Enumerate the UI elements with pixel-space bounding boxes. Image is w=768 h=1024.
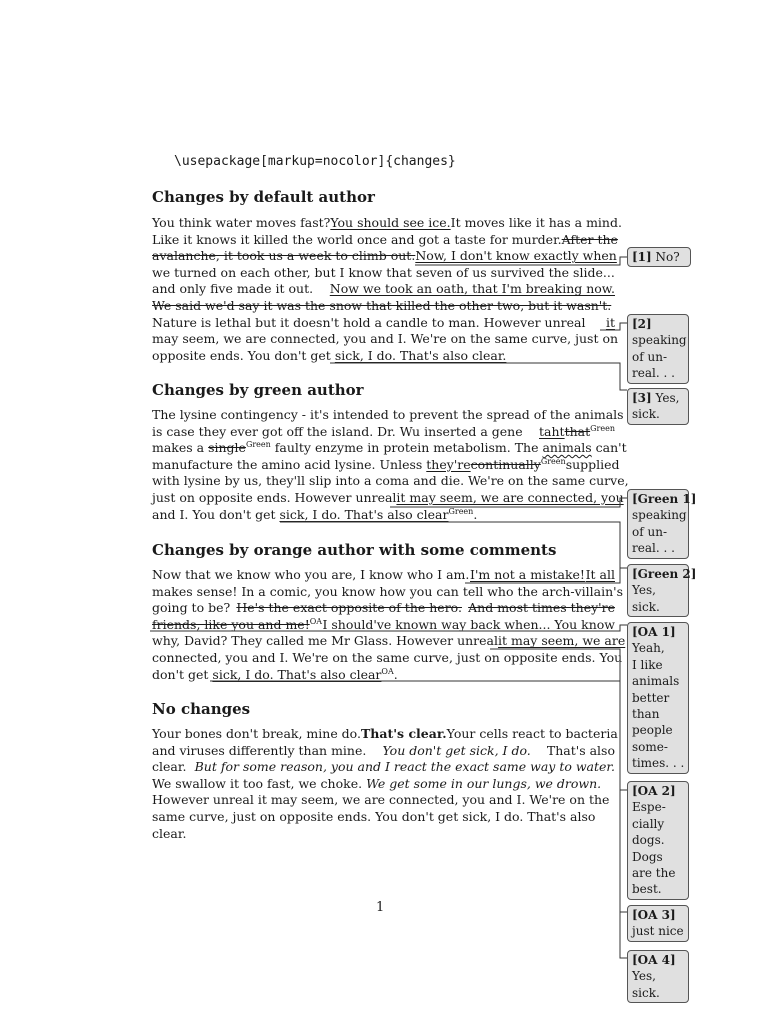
insertion: sick — [279, 506, 305, 522]
text-line: clear. — [152, 825, 187, 841]
text-line: clear. But for some reason, you and I react the exact same way to water. — [152, 759, 615, 775]
deletion: avalanche, it took us a week to climb out. — [152, 248, 416, 264]
heading-no-changes: No changes — [152, 700, 251, 718]
deletion: continually — [470, 456, 541, 472]
heading-default-author: Changes by default author — [152, 188, 375, 206]
deletion: friends, like you and me! — [152, 616, 310, 632]
margin-note-1: [1] No? — [627, 247, 691, 267]
text-line: We swallow it too fast, we choke. We get some in our lungs, we drown. — [152, 775, 602, 791]
connector-line — [330, 363, 627, 390]
connector-line — [490, 649, 627, 790]
margin-note-oa-1: [OA 1] Yeah, I like animals better than people some- times. . . — [627, 622, 689, 774]
author-mark: OA — [381, 666, 394, 676]
insertion: , I do. That's also clear — [304, 506, 449, 522]
text-line: same curve, just on opposite ends. You don't get sick, I do. That's also — [152, 808, 596, 824]
margin-note-oa-3: [OA 3] just nice — [627, 905, 689, 942]
connector-line — [415, 257, 627, 265]
text-line: opposite ends. You don't get sick, I do. That's also clear. — [152, 347, 507, 363]
margin-note-green-2: [Green 2] Yes, sick. — [627, 564, 689, 617]
connector-line — [390, 498, 627, 507]
author-mark: Green — [448, 506, 474, 516]
text-line: manufacture the amino acid lysine. Unless they'recontinually$^{Green}$ supplied — [152, 456, 620, 472]
insertion: it may seem, we are connected, you — [396, 489, 624, 505]
text-line: However unreal it may seem, we are connected, you and I. We're on the — [152, 792, 610, 808]
text-line: with lysine by us, they'll slip into a coma and die. We're on the same curve, — [152, 473, 629, 489]
heading-green-author: Changes by green author — [152, 381, 364, 399]
insertion: You should see ice. — [330, 215, 451, 230]
deletion: We said we'd say it was the snow that killed the other two, but it wasn't. — [152, 297, 612, 313]
text-line: Your bones don't break, mine do. That's clear. Your cells react to bacteria — [152, 726, 618, 741]
insertion: it — [605, 314, 615, 330]
text-line: why, David? They called me Mr Glass. However unreal it may seem, we are — [152, 633, 626, 649]
connector-line — [620, 912, 627, 958]
connector-line — [600, 323, 627, 330]
text-line: may seem, we are connected, you and I. We're on the same curve, just on — [152, 331, 619, 347]
text-line: Like it knows it killed the world once and got a taste for murder. After the — [152, 231, 618, 247]
text-line: going to be? He's the exact opposite of the hero. And most times they're — [152, 600, 615, 616]
text-line: friends, like you and me!$^{OA}$ I should've known way back when... You know — [152, 616, 615, 632]
insertion: It all — [585, 567, 615, 582]
margin-note-green-1: [Green 1] speaking of un- real. . . — [627, 489, 689, 559]
insertion: sick, I do. That's also clear. — [334, 347, 507, 363]
deletion: After the — [561, 231, 618, 247]
text-line: makes a single$^{Green}$ faulty enzyme in protein metabolism. The animals can't — [152, 440, 627, 456]
deletion: And most times they're — [468, 600, 615, 616]
package-code-line: \usepackage[markup=nocolor]{changes} — [174, 154, 456, 169]
text-line: connected, you and I. We're on the same curve, just on opposite ends. You — [152, 649, 623, 665]
insertion: sick, I do. That's also clear — [212, 666, 382, 682]
margin-note-oa-2: [OA 2] Espe- cially dogs. Dogs are the best. — [627, 781, 689, 900]
deletion: single — [208, 440, 246, 456]
author-mark: Green — [590, 423, 615, 433]
author-mark: Green — [245, 440, 271, 450]
text-line: and viruses differently than mine. You don't get sick, I do. That's also — [152, 742, 615, 758]
insertion: Now, I don't know exactly when — [415, 248, 617, 264]
text-line: just on opposite ends. However unreal it may seem, we are connected, you — [152, 489, 624, 505]
author-mark: Green — [540, 456, 566, 466]
margin-note-3: [3] Yes, sick. — [627, 388, 689, 425]
text-line: Nature is lethal but it doesn't hold a candle to man. However unreal it — [152, 314, 615, 330]
author-mark: OA — [309, 616, 323, 626]
connector-line — [210, 681, 627, 912]
text-line: we turned on each other, but I know that seven of us survived the slide... — [152, 264, 615, 280]
heading-orange-author: Changes by orange author with some comments — [152, 541, 557, 559]
text-line: don't get sick, I do. That's also clear$^{OA}$. — [152, 666, 398, 682]
connector-line — [150, 625, 627, 631]
deletion: He's the exact opposite of the hero. — [236, 600, 462, 616]
connector-line — [280, 522, 627, 568]
insertion: they're — [426, 456, 471, 472]
connector-line — [465, 568, 620, 583]
text-line: The lysine contingency - it's intended to prevent the spread of the animals — [152, 407, 624, 422]
text-line: makes sense! In a comic, you know how you can tell who the arch-villain's — [152, 583, 624, 599]
page-number: 1 — [376, 900, 385, 915]
text-line: You think water moves fast? You should see ice. It moves like it has a mind. — [152, 215, 622, 230]
insertion: taht — [539, 423, 565, 439]
text-line: is case they ever got off the island. Dr. Wu inserted a gene tahtthat$^{Green}$ — [152, 423, 615, 439]
insertion: I'm not a mistake! — [470, 567, 585, 582]
highlight: animals — [542, 440, 592, 456]
margin-note-oa-4: [OA 4] Yes, sick. — [627, 950, 689, 1003]
deletion: that — [564, 423, 591, 439]
insertion: Now we took an oath, that I'm breaking now. — [329, 281, 615, 297]
text-line: and I. You don't get sick, I do. That's also clear$^{Green}$. — [152, 506, 478, 522]
margin-note-2: [2] speaking of un- real. . . — [627, 314, 689, 384]
text-line: Now that we know who you are, I know who I am. I'm not a mistake! It all — [152, 567, 615, 582]
insertion: it may seem, we are — [498, 633, 626, 649]
text-line: and only five made it out. Now we took an oath, that I'm breaking now. — [152, 281, 615, 297]
